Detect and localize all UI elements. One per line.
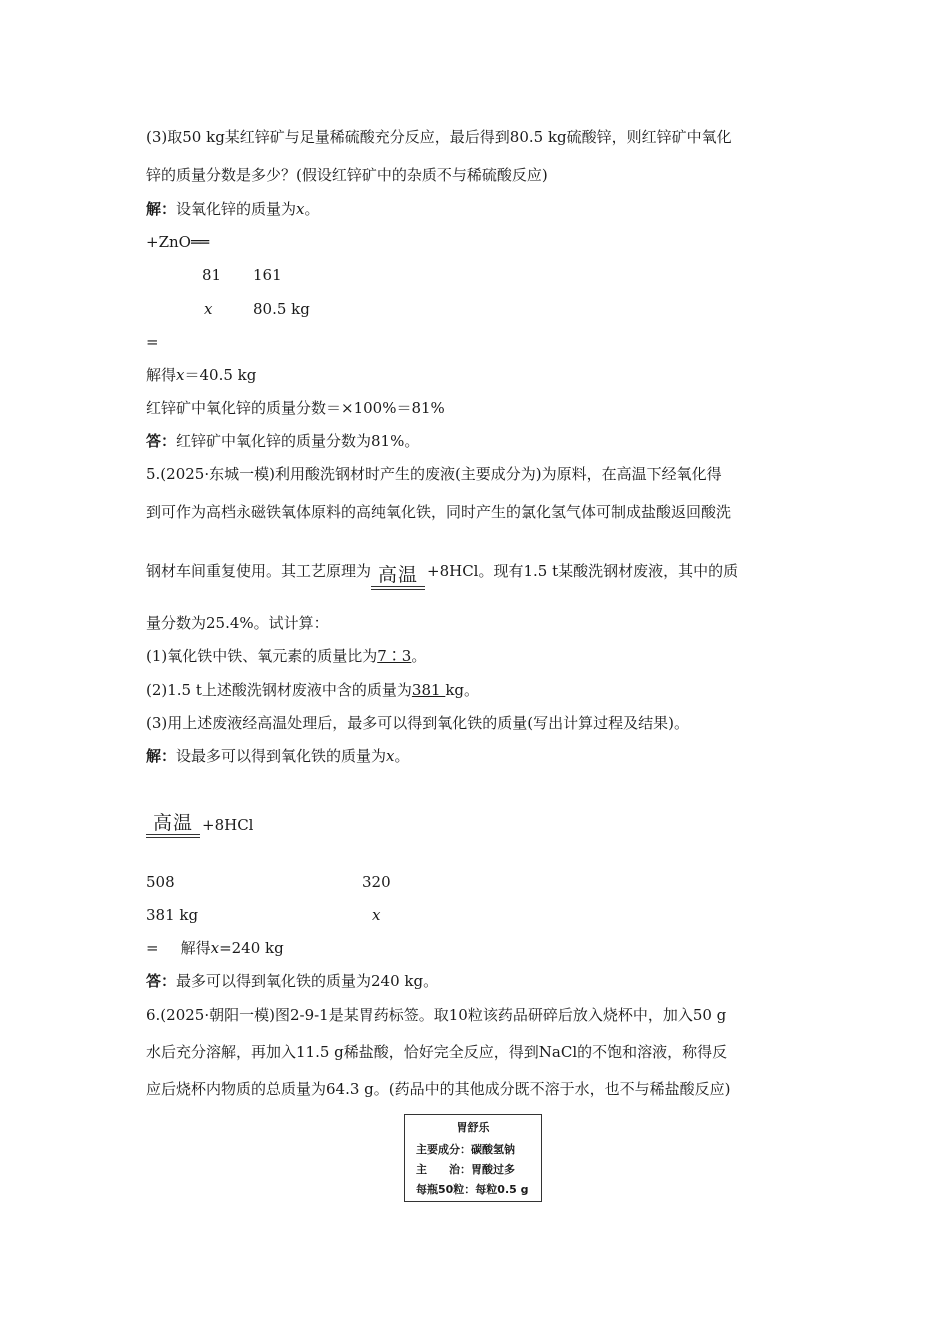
solution-label: 解： bbox=[146, 747, 177, 765]
part-2-answer: 381 bbox=[411, 681, 446, 699]
variable-x: x bbox=[176, 366, 185, 384]
equals-sign bbox=[371, 586, 425, 590]
part-1-text: (1)氧化铁中铁、氧元素的质量比为 bbox=[146, 647, 378, 665]
label-dosage: 每瓶50粒：每粒0.5 g bbox=[416, 1183, 529, 1196]
part-2-end: kg。 bbox=[445, 681, 480, 699]
q5-line-2: 到可作为高档永磁铁氧体原料的高纯氧化铁，同时产生的氯化氢气体可制成盐酸返回酸洗 bbox=[146, 503, 732, 521]
part-2-text: (2)1.5 t上述酸洗钢材废液中含的质量为 bbox=[146, 681, 412, 699]
equals-sign bbox=[146, 834, 200, 838]
q6-line-1: 6.(2025·朝阳一模)图2-9-1是某胃药标签。取10粒该药品研碎后放入烧杯中，加入50 g bbox=[146, 1006, 727, 1024]
solution-label: 解： bbox=[146, 200, 177, 218]
label-title: 胃舒乐 bbox=[456, 1121, 490, 1134]
part-1-answer: 7∶3 bbox=[377, 647, 412, 665]
ratio-sign: = bbox=[146, 939, 159, 957]
solution-1-ratio: = bbox=[146, 333, 159, 351]
answer-text: 最多可以得到氧化铁的质量为240 kg。 bbox=[176, 972, 439, 990]
solution-2-let bbox=[146, 746, 410, 766]
solve-value: ＝40.5 kg bbox=[184, 366, 257, 384]
solution-2-mass-a: 508 bbox=[146, 873, 175, 891]
condition-text: 高温 bbox=[152, 812, 193, 834]
solution-1-equation: +ZnO══ bbox=[146, 233, 210, 251]
solution-1-known: 80.5 kg bbox=[253, 300, 310, 318]
equation-products: +8HCl bbox=[202, 816, 254, 834]
label-ingredient: 主要成分：碳酸氢钠 bbox=[416, 1143, 515, 1156]
q6-line-3: 应后烧杯内物质的总质量为64.3 g。(药品中的其他成分既不溶于水，也不与稀盐酸反应) bbox=[146, 1080, 731, 1098]
condition-text: 高温 bbox=[378, 564, 419, 586]
solution-2-solve bbox=[146, 938, 284, 958]
answer-label: 答： bbox=[146, 432, 177, 450]
q5-part-2 bbox=[146, 680, 479, 700]
let-end: 。 bbox=[394, 747, 410, 765]
let-text: 设氧化锌的质量为 bbox=[176, 200, 297, 218]
reaction-condition bbox=[371, 564, 425, 594]
solve-text: 解得 bbox=[146, 366, 177, 384]
label-indication-b: 治：胃酸过多 bbox=[449, 1163, 515, 1176]
part-1-end: 。 bbox=[411, 647, 427, 665]
solution-1-unknown: x bbox=[204, 300, 213, 318]
label-indication-a: 主 bbox=[416, 1163, 427, 1176]
let-text: 设最多可以得到氧化铁的质量为 bbox=[176, 747, 387, 765]
solution-1-let bbox=[146, 199, 320, 219]
solution-1-mass-b: 161 bbox=[253, 266, 282, 284]
q5-line-3 bbox=[146, 548, 738, 594]
let-end: 。 bbox=[304, 200, 320, 218]
q5-line-3-post: +8HCl。现有1.5 t某酸洗钢材废液，其中的质 bbox=[427, 562, 739, 580]
q3-line-2: 锌的质量分数是多少？(假设红锌矿中的杂质不与稀硫酸反应) bbox=[146, 166, 548, 184]
solve-value: =240 kg bbox=[219, 939, 284, 957]
solution-2-equation bbox=[146, 808, 253, 842]
variable-x: x bbox=[386, 747, 395, 765]
medicine-label bbox=[404, 1114, 542, 1202]
q6-line-2: 水后充分溶解，再加入11.5 g稀盐酸，恰好完全反应，得到NaCl的不饱和溶液，称得反 bbox=[146, 1043, 728, 1061]
solution-2-known: 381 kg bbox=[146, 906, 199, 924]
label-indication bbox=[416, 1163, 515, 1177]
q5-line-4: 量分数为25.4%。试计算： bbox=[146, 614, 329, 632]
variable-x: x bbox=[296, 200, 305, 218]
solution-1-mass-a: 81 bbox=[202, 266, 222, 284]
solution-2-unknown: x bbox=[372, 906, 381, 924]
solve-text: 解得 bbox=[180, 939, 211, 957]
solution-1-answer bbox=[146, 431, 419, 451]
answer-text: 红锌矿中氧化锌的质量分数为81%。 bbox=[176, 432, 420, 450]
solution-1-fraction: 红锌矿中氧化锌的质量分数＝×100%＝81% bbox=[146, 399, 445, 417]
solution-2-mass-b: 320 bbox=[362, 873, 391, 891]
reaction-condition bbox=[146, 812, 200, 842]
q5-part-1 bbox=[146, 646, 426, 666]
answer-label: 答： bbox=[146, 972, 177, 990]
q5-line-3-pre: 钢材车间重复使用。其工艺原理为 bbox=[146, 562, 372, 580]
solution-1-solve bbox=[146, 365, 256, 385]
q5-line-1: 5.(2025·东城一模)利用酸洗钢材时产生的废液(主要成分为)为原料，在高温下经氧化得 bbox=[146, 465, 722, 483]
q3-line-1: (3)取50 kg某红锌矿与足量稀硫酸充分反应，最后得到80.5 kg硫酸锌，则红锌矿中氧化 bbox=[146, 128, 732, 146]
q5-part-3: (3)用上述废液经高温处理后，最多可以得到氧化铁的质量(写出计算过程及结果)。 bbox=[146, 714, 689, 732]
variable-x: x bbox=[210, 939, 220, 957]
solution-2-answer bbox=[146, 971, 438, 991]
